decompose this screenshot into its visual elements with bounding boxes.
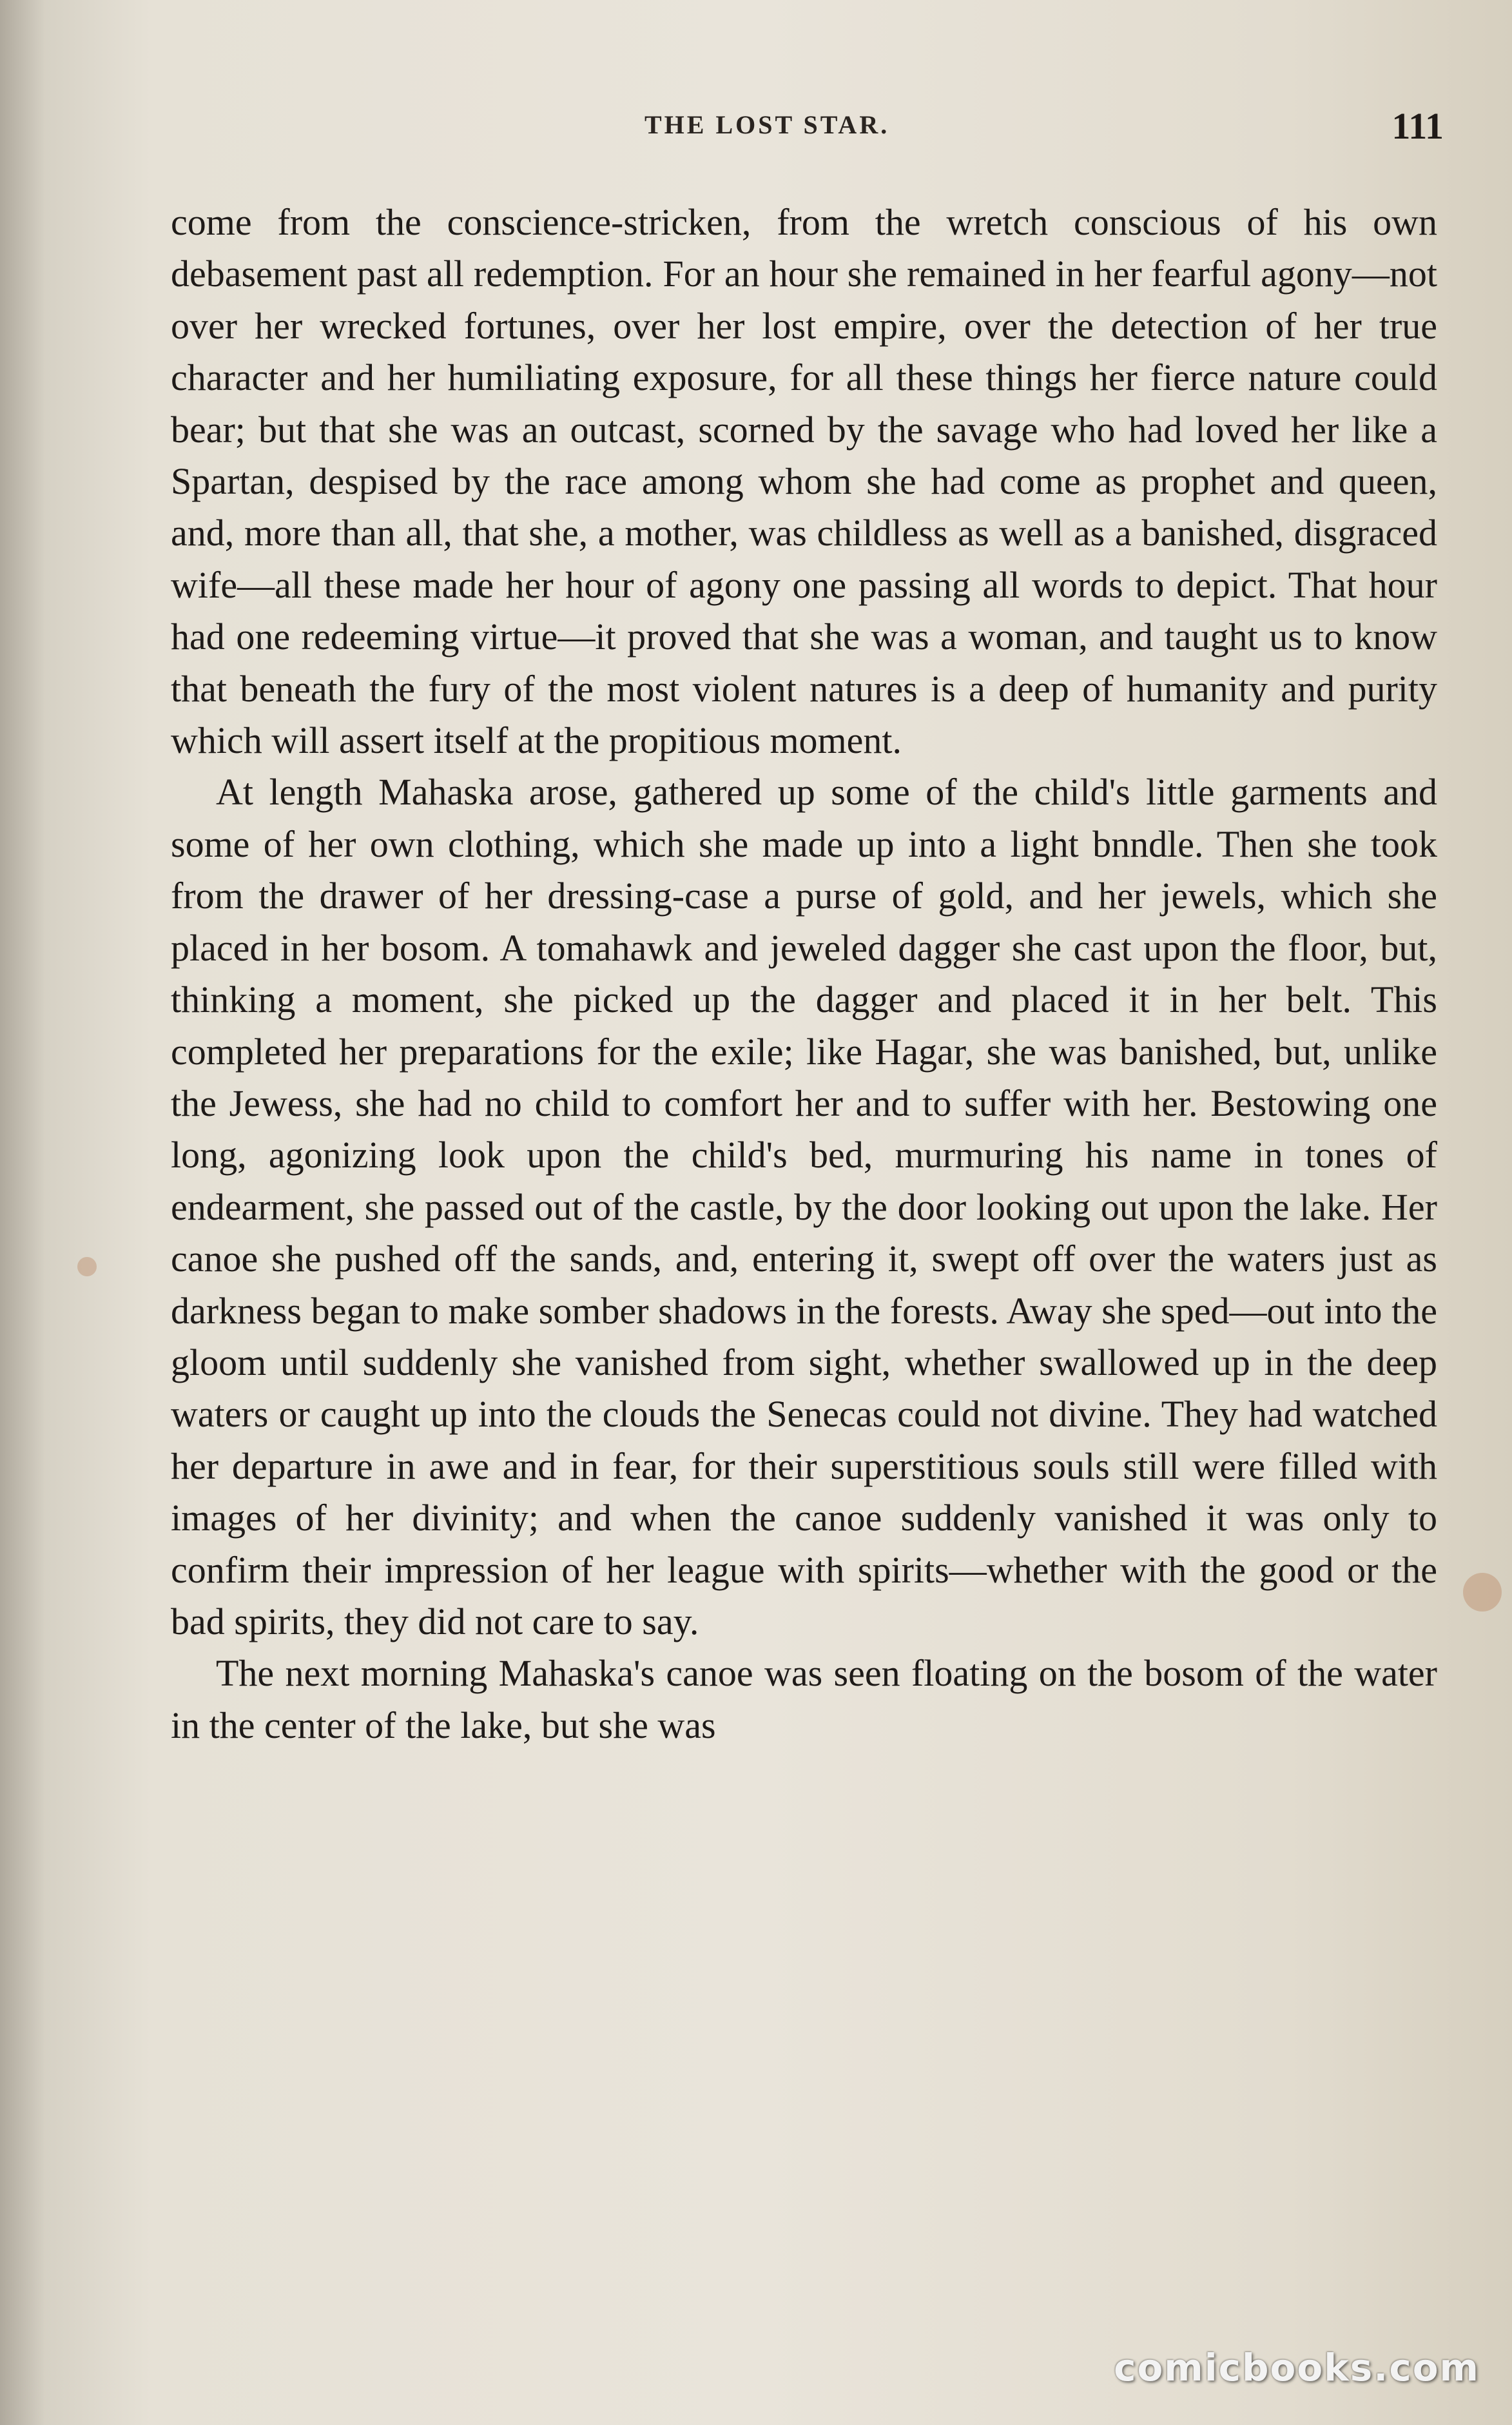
body-text <box>171 197 1437 1751</box>
paragraph: The next morning Mahaska's canoe was seen floating on the bosom of the water in the center of the lake, but she was <box>171 1652 1437 1746</box>
page-edge-shadow <box>0 0 45 2425</box>
paragraph: At length Mahaska arose, gathered up some of the child's little garments and some of her own clothing, which she made up into a light bnndle. Then she took from the drawer of her dressing-case a purse of gold, and her jewels, which she placed in her bosom. A tomahawk and jeweled dagger she cast upon the floor, but, thinking a moment, she picked up the dagger and placed it in her belt. This completed her preparations for the exile; like Hagar, she was banished, but, unlike the Jewess, she had no child to comfort her and to suffer with her. Bestowing one long, agonizing look upon the child's bed, murmuring his name in tones of endearment, she passed out of the castle, by the door looking out upon the lake. Her canoe she pushed off the sands, and, entering it, swept off over the waters just as darkness began to make somber shadows in the forests. Away she sped—out into the gloom until suddenly she vanished from sight, whether swallowed up in the deep waters or caught up into the clouds the Senecas could not divine. They had watched her departure in awe and in fear, for their superstitious souls still were filled with images of her divinity; and when the canoe suddenly vanished it was only to confirm their impression of her league with spirits—whether with the good or the bad spirits, they did not care to say. <box>171 771 1437 1642</box>
paper-stain <box>77 1257 97 1276</box>
running-title: THE LOST STAR. <box>645 110 890 139</box>
page-header <box>168 97 1444 161</box>
paragraph: come from the conscience-stricken, from the wretch conscious of his own debasement past all redemption. For an hour she remained in her fearful agony—not over her wrecked fortunes, over her lost empire, over the detection of her true character and her humiliating exposure, for all these things her fierce nature could bear; but that she was an outcast, scorned by the savage who had loved her like a Spartan, despised by the race among whom she had come as prophet and queen, and, more than all, that she, a mother, was childless as well as a banished, disgraced wife—all these made her hour of agony one passing all words to depict. That hour had one redeeming virtue—it proved that she was a woman, and taught us to know that beneath the fury of the most violent natures is a deep of humanity and purity which will assert itself at the propitious moment. <box>171 201 1437 762</box>
watermark: comicbooks.com <box>1114 2346 1480 2390</box>
page-number: 111 <box>1391 105 1444 147</box>
paper-stain <box>1463 1573 1502 1612</box>
